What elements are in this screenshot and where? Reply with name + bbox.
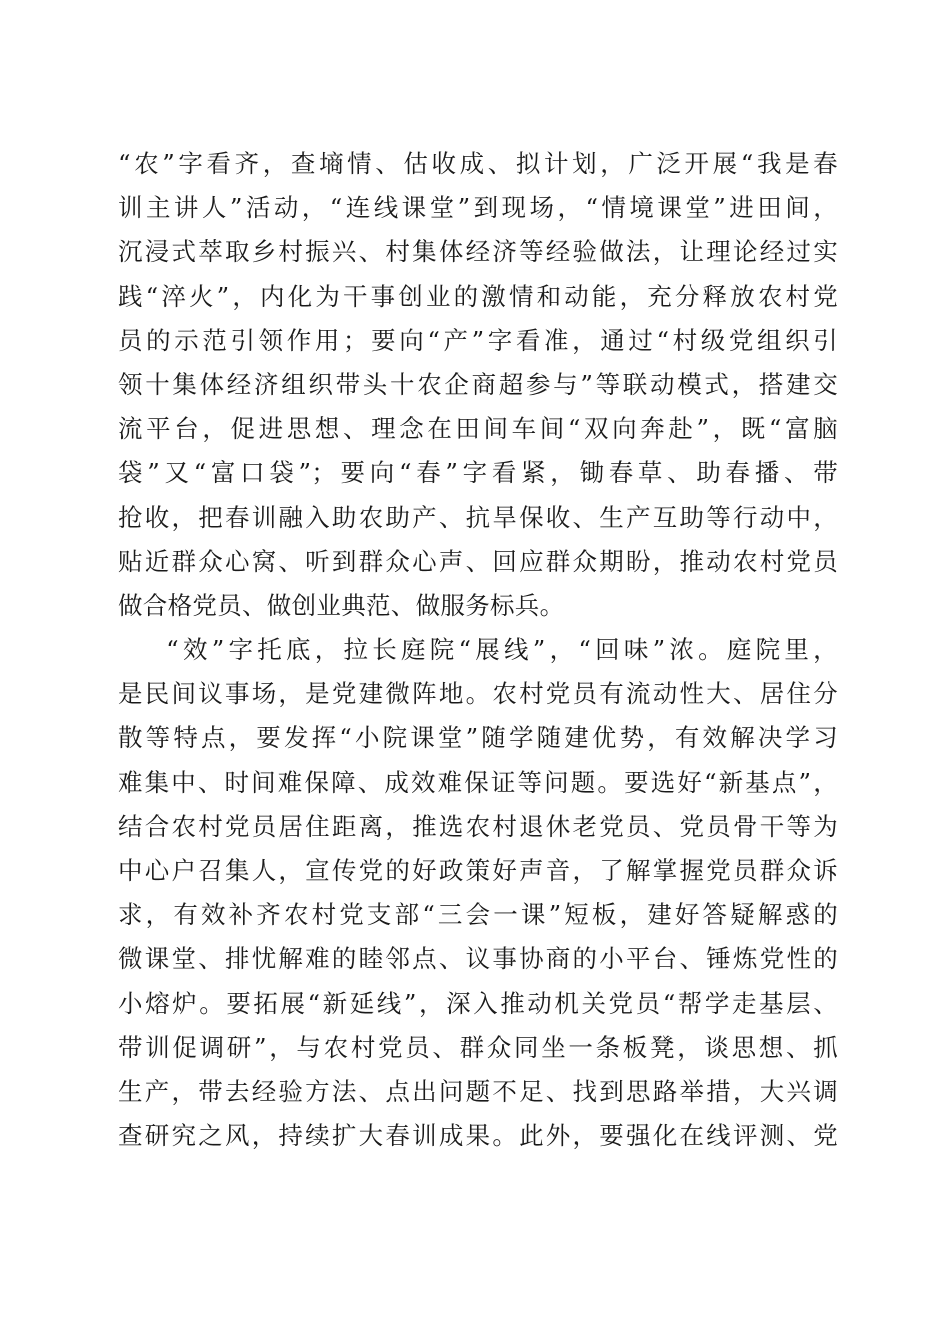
- text-line: 小熔炉。要拓展“新延线”，深入推动机关党员“帮学走基层、: [118, 988, 838, 1018]
- text-line: 求，有效补齐农村党支部“三会一课”短板，建好答疑解惑的: [118, 900, 838, 930]
- text-line: 中心户召集人，宣传党的好政策好声音，了解掌握党员群众诉: [118, 856, 838, 885]
- text-line: 领十集体经济组织带头十农企商超参与”等联动模式，搭建交: [118, 369, 838, 399]
- text-line: 生产，带去经验方法、点出问题不足、找到思路举措，大兴调: [118, 1076, 838, 1106]
- text-line: 结合农村党员居住距离，推选农村退休老党员、党员骨干等为: [118, 811, 838, 841]
- text-line: 散等特点，要发挥“小院课堂”随学随建优势，有效解决学习: [118, 723, 838, 753]
- text-line: 袋”又“富口袋”；要向“春”字看紧，锄春草、助春播、带: [118, 458, 838, 488]
- text-line: 带训促调研”，与农村党员、群众同坐一条板凳，谈思想、抓: [118, 1032, 838, 1062]
- text-line: 员的示范引领作用；要向“产”字看准，通过“村级党组织引: [118, 325, 838, 355]
- text-line: 流平台，促进思想、理念在田间车间“双向奔赴”，既“富脑: [118, 414, 838, 444]
- text-line: 沉浸式萃取乡村振兴、村集体经济等经验做法，让理论经过实: [118, 237, 838, 267]
- paragraph-end-line: 做合格党员、做创业典范、做服务标兵。: [118, 590, 565, 620]
- text-line: 微课堂、排忧解难的睦邻点、议事协商的小平台、锤炼党性的: [118, 944, 838, 974]
- text-line: 查研究之风，持续扩大春训成果。此外，要强化在线评测、党: [118, 1121, 838, 1151]
- text-line: “农”字看齐，查墒情、估收成、拟计划，广泛开展“我是春: [118, 149, 838, 178]
- text-line: 贴近群众心窝、听到群众心声、回应群众期盼，推动农村党员: [118, 546, 838, 576]
- text-line: 抢收，把春训融入助农助产、抗旱保收、生产互助等行动中，: [118, 502, 838, 532]
- text-line: 是民间议事场，是党建微阵地。农村党员有流动性大、居住分: [118, 679, 838, 709]
- text-line: 难集中、时间难保障、成效难保证等问题。要选好“新基点”，: [118, 767, 838, 797]
- text-line: 训主讲人”活动，“连线课堂”到现场，“情境课堂”进田间，: [118, 193, 838, 223]
- body-text: [118, 142, 838, 1158]
- text-line: 践“淬火”，内化为干事创业的激情和动能，充分释放农村党: [118, 281, 838, 311]
- paragraph-start-line: “效”字托底，拉长庭院“展线”，“回味”浓。庭院里，: [118, 635, 838, 665]
